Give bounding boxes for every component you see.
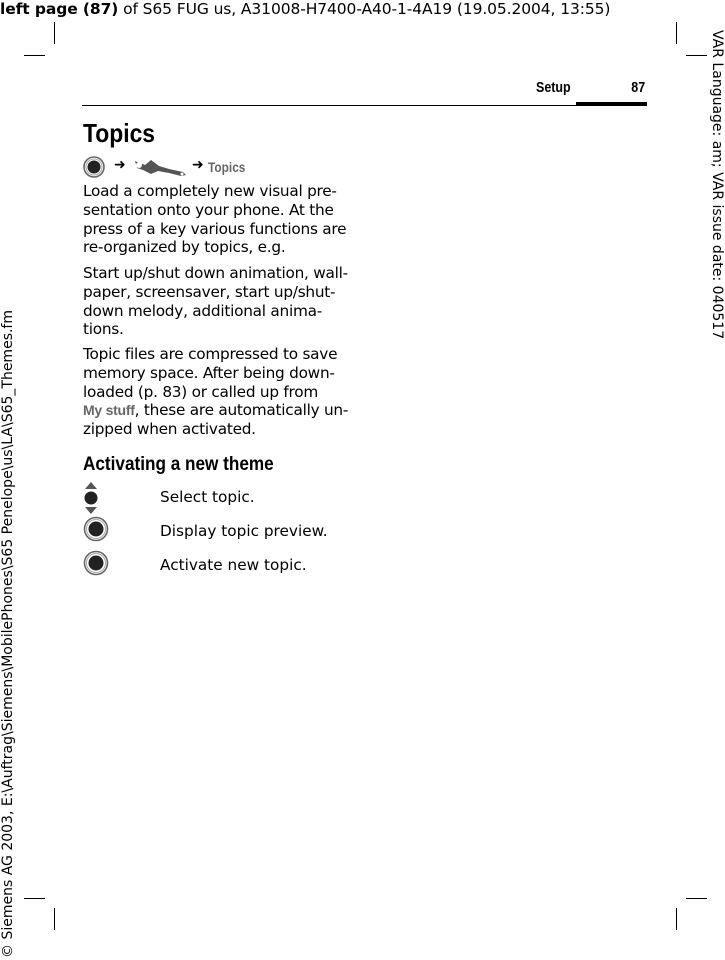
step-row	[83, 550, 383, 580]
crop-mark	[676, 908, 677, 930]
file-header-bold: left page (87)	[0, 0, 119, 18]
paragraph-line: press of a key various functions are	[83, 219, 347, 238]
paragraph-line: Topic files are compressed to save	[83, 345, 338, 363]
section-heading: Activating a new theme	[83, 453, 274, 475]
page-title: Topics	[83, 118, 156, 148]
arrow-icon: ➜	[114, 157, 126, 173]
paragraph-line: re-organized by topics, e.g.	[83, 238, 286, 257]
page-number: 87	[631, 80, 645, 96]
crop-mark	[24, 55, 45, 56]
crop-mark	[24, 898, 45, 899]
step-text: Activate new topic.	[160, 556, 307, 574]
crop-mark	[54, 908, 55, 930]
file-header-rest: of S65 FUG us, A31008-H7400-A40-1-4A19 (19.05.2004, 13:55)	[118, 0, 611, 18]
crop-mark	[54, 22, 55, 44]
paragraph-line: loaded (p. 83) or called up from	[83, 382, 319, 401]
paragraph-line	[83, 401, 358, 420]
paragraph	[83, 345, 358, 439]
step-text: Display topic preview.	[160, 522, 328, 540]
paragraph	[83, 182, 358, 257]
paragraph	[83, 264, 358, 339]
file-header	[0, 0, 610, 18]
step-row	[83, 482, 383, 512]
wrench-icon	[131, 156, 189, 178]
joystick-press-icon	[83, 516, 109, 542]
crop-mark	[686, 898, 707, 899]
paragraph-line: Load a completely new visual pre-	[83, 182, 337, 200]
menu-path	[83, 156, 343, 180]
step-row	[83, 516, 383, 546]
step-text: Select topic.	[160, 488, 255, 506]
paragraph-line: down melody, additional anima-	[83, 301, 322, 320]
my-stuff-menu-name: My stuff	[83, 402, 135, 419]
crop-mark	[676, 22, 677, 44]
paragraph-line: memory space. After being down-	[83, 363, 335, 382]
paragraph-line: sentation onto your phone. At the	[83, 200, 334, 219]
side-note-right: VAR Language: am; VAR issue date: 040517	[709, 30, 725, 340]
crop-mark	[686, 55, 707, 56]
running-head-section: Setup	[536, 80, 571, 96]
paragraph-line: tions.	[83, 320, 124, 339]
side-note-left: © Siemens AG 2003, E:\Auftrag\Siemens\MobilePhones\S65 Penelope\us\LA\S65_Themes.fm	[0, 310, 16, 958]
arrow-icon: ➜	[192, 157, 204, 173]
header-rule	[82, 105, 647, 106]
paragraph-line: paper, screensaver, start up/shut-	[83, 282, 336, 301]
menu-path-last: Topics	[208, 160, 246, 175]
joystick-icon	[83, 156, 105, 178]
joystick-updown-icon	[83, 482, 99, 514]
paragraph-line: Start up/shut down animation, wall-	[83, 264, 348, 282]
header-rule-accent	[576, 102, 647, 106]
paragraph-line: zipped when activated.	[83, 420, 256, 439]
joystick-press-icon	[83, 550, 109, 576]
paragraph-line-rest: , these are automatically un-	[134, 401, 349, 420]
